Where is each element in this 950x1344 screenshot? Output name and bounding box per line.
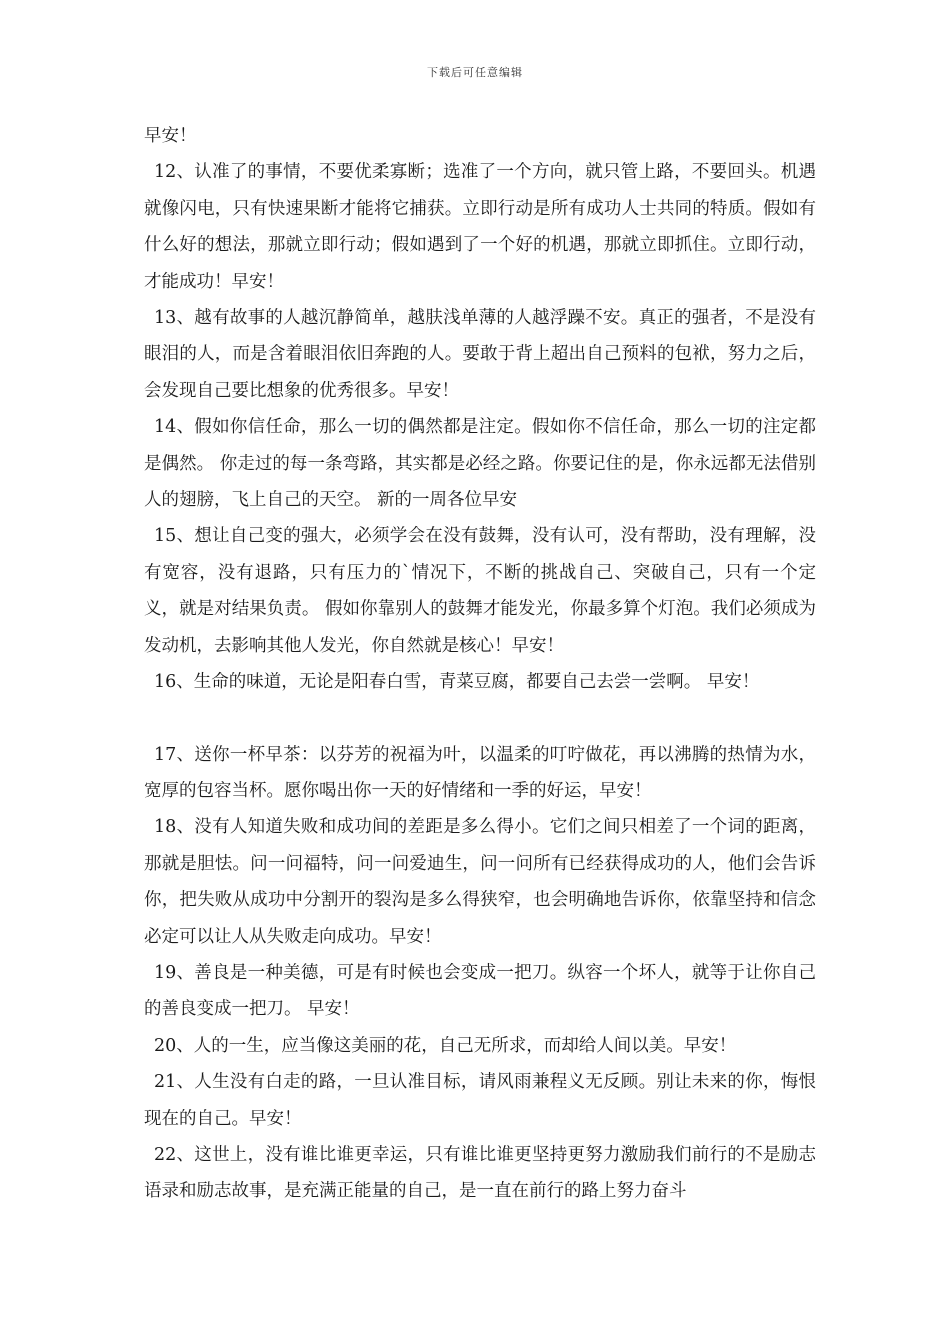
paragraph-16: 16、生命的味道，无论是阳春白雪，青菜豆腐，都要自己去尝一尝啊。 早安！ <box>154 672 760 693</box>
paragraph-22: 22、这世上，没有谁比谁更幸运，只有谁比谁更坚持更努力激励我们前行的不是励志语录和励志故事，是充满正能量的自己，是一直在前行的路上努力奋斗 <box>144 1144 816 1202</box>
blank-line <box>144 701 816 737</box>
paragraph-12: 12、认准了的事情，不要优柔寡断；选准了一个方向，就只管上路，不要回头。机遇就像闪电，只有快速果断才能将它捕获。立即行动是所有成功人士共同的特质。假如有什么好的想法，那就立即行动；假如遇到了一个好的机遇，那就立即抓住。立即行动，才能成功！早安！ <box>144 162 816 292</box>
paragraph-17: 17、送你一杯早茶：以芬芳的祝福为叶，以温柔的叮咛做花，再以沸腾的热情为水，宽厚的包容当杯。愿你喝出你一天的好情绪和一季的好运，早安！ <box>144 744 816 801</box>
paragraph-15: 15、想让自己变的强大，必须学会在没有鼓舞，没有认可，没有帮助，没有理解，没有宽容，没有退路，只有压力的`情况下，不断的挑战自己、突破自己，只有一个定义，就是对结果负责。 假如你靠别人的鼓舞才能发光，你最多算个灯泡。我们必须成为发动机，去影响其他人发光，你自然就是核心！早安！ <box>144 526 816 656</box>
paragraph-19: 19、善良是一种美德，可是有时候也会变成一把刀。纵容一个坏人，就等于让你自己的善良变成一把刀。 早安！ <box>144 962 816 1020</box>
document-body <box>144 118 816 1210</box>
paragraph-20: 20、人的一生，应当像这美丽的花，自己无所求，而却给人间以美。早安！ <box>154 1035 737 1056</box>
paragraph-13: 13、越有故事的人越沉静简单，越肤浅单薄的人越浮躁不安。真正的强者，不是没有眼泪的人，而是含着眼泪依旧奔跑的人。要敢于背上超出自己预料的包袱，努力之后，会发现自己要比想象的优秀很多。早安！ <box>144 308 816 401</box>
paragraph-14: 14、假如你信任命，那么一切的偶然都是注定。假如你不信任命，那么一切的注定都是偶然。 你走过的每一条弯路，其实都是必经之路。你要记住的是，你永远都无法借别人的翅膀，飞上自己的天空。 新的一周各位早安 <box>144 417 816 511</box>
paragraph-18: 18、没有人知道失败和成功间的差距是多么得小。它们之间只相差了一个词的距离，那就是胆怯。问一问福特，问一问爱迪生，问一问所有已经获得成功的人，他们会告诉你，把失败从成功中分割开的裂沟是多么得狭窄，也会明确地告诉你，依靠坚持和信念必定可以让人从失败走向成功。早安！ <box>144 817 816 947</box>
paragraph-21: 21、人生没有白走的路，一旦认准目标，请风雨兼程义无反顾。别让未来的你，悔恨现在的自己。早安！ <box>144 1072 816 1129</box>
page-header: 下载后可任意编辑 <box>427 66 523 79</box>
paragraph-0: 早安！ <box>144 126 197 146</box>
